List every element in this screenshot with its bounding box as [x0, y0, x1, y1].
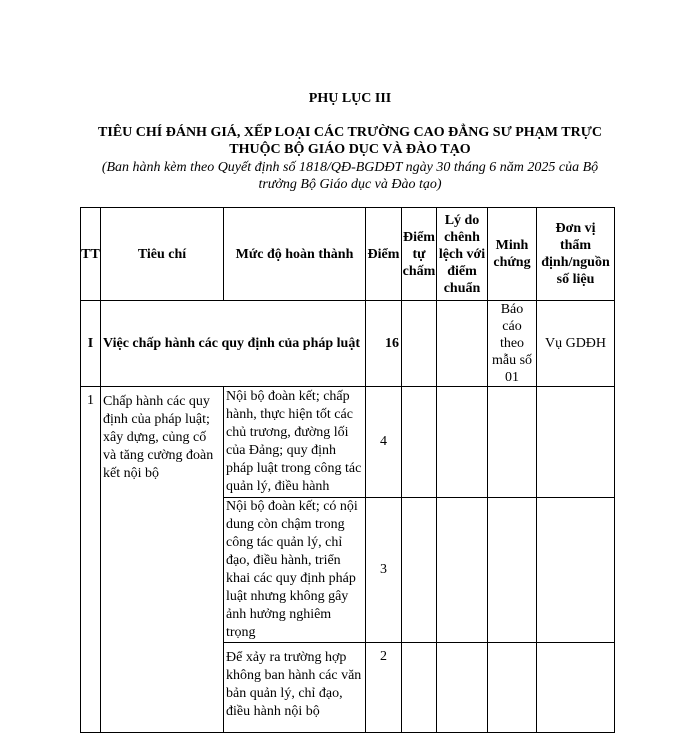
level-3-text: Để xảy ra trường hợp không ban hành các văn bản quản lý, chỉ đạo, điều hành nội bộ: [224, 643, 366, 733]
level-3-self-score-cell: [402, 643, 437, 733]
section-reason-cell: [437, 301, 488, 387]
criterion-level-row: [81, 387, 615, 498]
level-1-text: Nội bộ đoàn kết; chấp hành, thực hiện tốt các chủ trương, đường lối của Đảng; quy định pháp luật trong công tác quản lý, điều hành: [224, 387, 366, 498]
level-1-evidence-cell: [488, 387, 537, 498]
level-2-text: Nội bộ đoàn kết; có nội dung còn chậm trong công tác quản lý, chỉ đạo, điều hành, triển khai các quy định pháp luật nhưng không gây ảnh hưởng nghiêm trọng: [224, 498, 366, 643]
level-1-score: 4: [366, 387, 402, 498]
section-score: 16: [366, 301, 402, 387]
section-no: I: [81, 301, 101, 387]
level-2-score: 3: [366, 498, 402, 643]
header-self-score: Điểm tự chấm: [402, 208, 437, 301]
section-self-score-cell: [402, 301, 437, 387]
issuance-note-line-2: trưởng Bộ Giáo dục và Đào tạo): [258, 177, 442, 192]
level-1-verifier-cell: [537, 387, 615, 498]
header-verifier: Đơn vị thẩm định/nguồn số liệu: [537, 208, 615, 301]
issuance-note-line-1: (Ban hành kèm theo Quyết định số 1818/QĐ-BGDĐT ngày 30 tháng 6 năm 2025 của Bộ: [101, 160, 599, 175]
issuance-note: [0, 159, 700, 193]
item-no: 1: [81, 387, 101, 733]
section-title: Việc chấp hành các quy định của pháp luật: [101, 301, 366, 387]
header-criteria: Tiêu chí: [101, 208, 224, 301]
document-title-line-1: TIÊU CHÍ ĐÁNH GIÁ, XẾP LOẠI CÁC TRƯỜNG CAO ĐẲNG SƯ PHẠM TRỰC: [98, 125, 602, 140]
header-score: Điểm: [366, 208, 402, 301]
header-deviation-reason: Lý do chênh lệch với điểm chuẩn: [437, 208, 488, 301]
header-no: TT: [81, 208, 101, 301]
document-title-line-2: THUỘC BỘ GIÁO DỤC VÀ ĐÀO TẠO: [229, 142, 471, 157]
header-evidence: Minh chứng: [488, 208, 537, 301]
level-3-reason-cell: [437, 643, 488, 733]
level-3-evidence-cell: [488, 643, 537, 733]
item-criteria: Chấp hành các quy định của pháp luật; xây dựng, củng cố và tăng cường đoàn kết nội bộ: [101, 387, 224, 733]
level-2-verifier-cell: [537, 498, 615, 643]
level-1-self-score-cell: [402, 387, 437, 498]
section-evidence: Báo cáo theo mẫu số 01: [488, 301, 537, 387]
level-3-score: 2: [366, 643, 402, 733]
table-header-row: [81, 208, 615, 301]
section-verifier: Vụ GDĐH: [537, 301, 615, 387]
criteria-table: [80, 207, 615, 733]
level-2-evidence-cell: [488, 498, 537, 643]
document-title: [0, 124, 700, 158]
header-completion-level: Mức độ hoàn thành: [224, 208, 366, 301]
section-row: [81, 301, 615, 387]
appendix-title: PHỤ LỤC III: [308, 91, 392, 106]
level-1-reason-cell: [437, 387, 488, 498]
level-2-reason-cell: [437, 498, 488, 643]
level-3-verifier-cell: [537, 643, 615, 733]
level-2-self-score-cell: [402, 498, 437, 643]
